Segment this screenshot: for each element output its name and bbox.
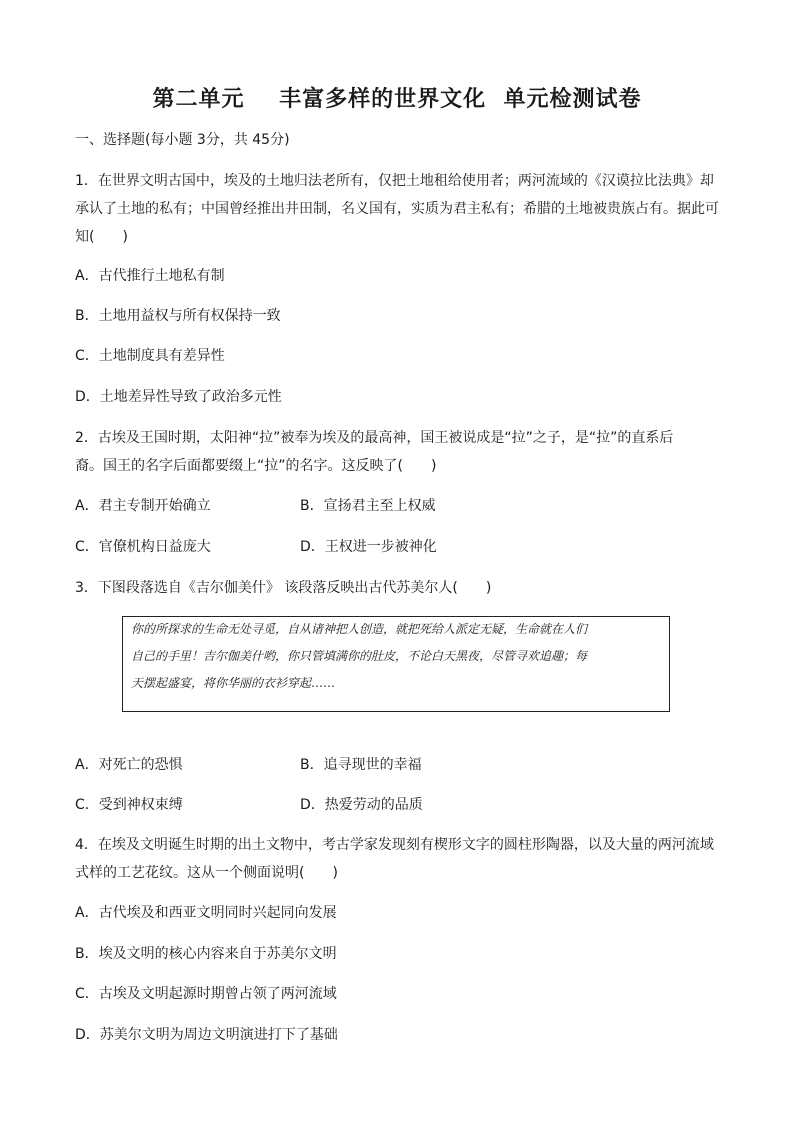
section-heading: 一、选择题(每小题 3分，共 45分) [75, 132, 290, 148]
quote-line-3: 天摆起盛宴，将你华丽的衣衫穿起…… [131, 676, 336, 690]
question-1-option-c[interactable]: C．土地制度具有差异性 [75, 348, 225, 364]
quote-box [122, 616, 670, 712]
page-title: 第二单元 丰富多样的世界文化 单元检测试卷 [152, 86, 642, 112]
question-3-option-d[interactable]: D．热爱劳动的品质 [300, 797, 423, 813]
question-2-option-b[interactable]: B．宣扬君主至上权威 [300, 498, 436, 514]
question-3-option-b[interactable]: B．追寻现世的幸福 [300, 757, 422, 773]
question-4-option-d[interactable]: D．苏美尔文明为周边文明演进打下了基础 [75, 1027, 338, 1043]
question-4-stem-line-1: 4．在埃及文明诞生时期的出土文物中，考古学家发现刻有楔形文字的圆柱形陶器，以及大量的两河流域 [75, 837, 714, 853]
question-3-option-c[interactable]: C．受到神权束缚 [75, 797, 183, 813]
question-2-option-c[interactable]: C．官僚机构日益庞大 [75, 539, 211, 555]
question-3-option-a[interactable]: A．对死亡的恐惧 [75, 757, 183, 773]
question-1-option-a[interactable]: A．古代推行土地私有制 [75, 268, 225, 284]
question-4-option-b[interactable]: B．埃及文明的核心内容来自于苏美尔文明 [75, 946, 337, 962]
question-1-option-d[interactable]: D．土地差异性导致了政治多元性 [75, 389, 282, 405]
quote-line-2: 自己的手里！吉尔伽美什哟，你只管填满你的肚皮，不论白天黑夜，尽管寻欢追趣；每 [131, 649, 588, 663]
question-2-stem-line-2: 裔。国王的名字后面都要缀上“拉”的名字。这反映了( ) [75, 458, 437, 474]
question-1-stem-line-3: 知( ) [75, 229, 128, 245]
question-2-option-a[interactable]: A．君主专制开始确立 [75, 498, 211, 514]
question-4-option-c[interactable]: C．古埃及文明起源时期曾占领了两河流域 [75, 986, 337, 1002]
question-2-stem-line-1: 2．古埃及王国时期，太阳神“拉”被奉为埃及的最高神，国王被说成是“拉”之子，是“拉”的直系后 [75, 430, 674, 446]
question-1-option-b[interactable]: B．土地用益权与所有权保持一致 [75, 308, 281, 324]
question-1-stem-line-2: 承认了土地的私有；中国曾经推出井田制，名义国有，实质为君主私有；希腊的土地被贵族占有。据此可 [75, 201, 719, 217]
quote-line-1: 你的所探求的生命无处寻觅，自从诸神把人创造，就把死给人派定无疑，生命就在人们 [131, 622, 588, 636]
question-4-option-a[interactable]: A．古代埃及和西亚文明同时兴起同向发展 [75, 905, 337, 921]
question-3-stem-line-1: 3．下图段落选自《吉尔伽美什》 该段落反映出古代苏美尔人( ) [75, 580, 492, 596]
question-4-stem-line-2: 式样的工艺花纹。这从一个侧面说明( ) [75, 865, 338, 881]
question-1-stem-line-1: 1．在世界文明古国中，埃及的土地归法老所有，仅把土地租给使用者；两河流域的《汉谟拉比法典》却 [75, 173, 714, 189]
question-2-option-d[interactable]: D．王权进一步被神化 [300, 539, 437, 555]
